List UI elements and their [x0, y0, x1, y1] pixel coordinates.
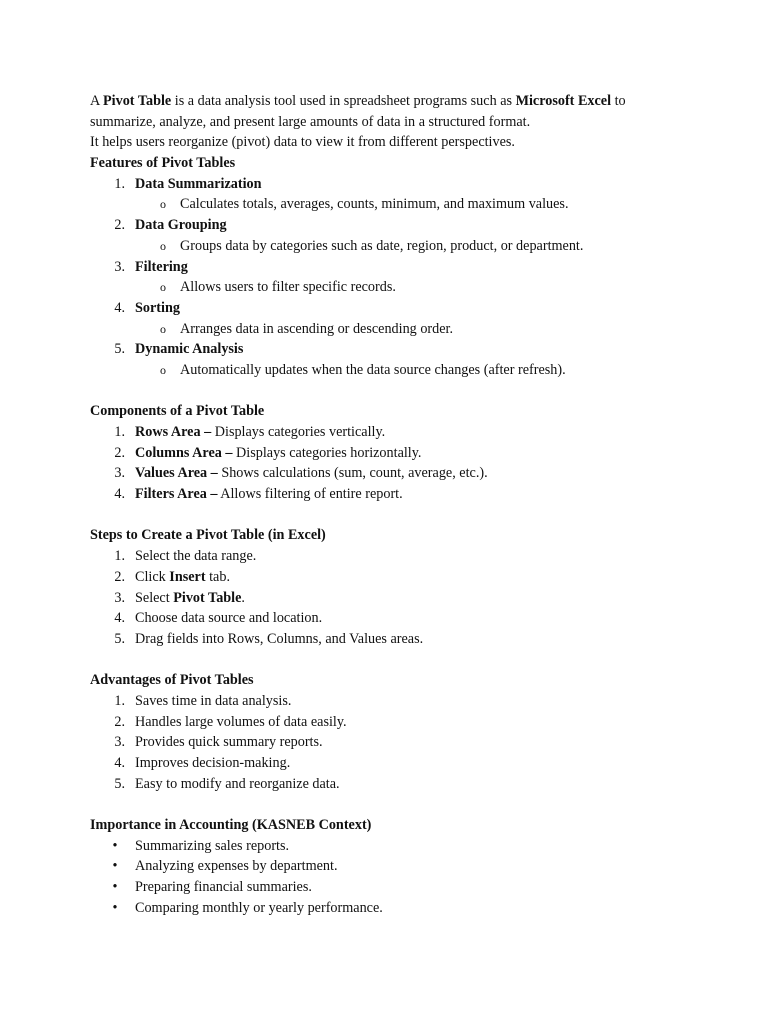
feature-description: Allows users to filter specific records.	[180, 279, 396, 296]
step-text: .	[241, 589, 245, 606]
spacer	[90, 794, 690, 815]
intro-text: to	[611, 93, 626, 109]
importance-heading: Importance in Accounting (KASNEB Context)	[90, 817, 372, 834]
intro-line-3: It helps users reorganize (pivot) data to view it from different perspectives.	[90, 134, 515, 151]
step-text: tab.	[205, 568, 230, 585]
feature-description: Groups data by categories such as date, region, product, or department.	[180, 237, 584, 254]
intro-text: A	[90, 93, 104, 109]
advantage-text: Easy to modify and reorganize data.	[135, 775, 340, 792]
list-number: 1.	[114, 692, 125, 709]
list-item	[90, 546, 690, 567]
advantage-text: Handles large volumes of data easily.	[135, 713, 347, 730]
bullet-icon: •	[112, 879, 118, 896]
feature-title: Filtering	[135, 258, 188, 275]
list-number: 4.	[114, 299, 125, 316]
list-item	[90, 422, 690, 443]
circle-bullet-icon: o	[160, 321, 166, 336]
circle-bullet-icon: o	[160, 280, 166, 295]
component-description: Shows calculations (sum, count, average, etc.).	[217, 465, 488, 482]
component-term: Columns Area –	[135, 444, 233, 461]
list-number: 1.	[114, 424, 125, 440]
list-item	[90, 629, 690, 650]
spacer	[90, 505, 690, 526]
intro-bold-term: Microsoft Excel	[515, 93, 612, 109]
list-item	[90, 339, 690, 360]
spacer	[90, 650, 690, 671]
list-item	[90, 298, 690, 319]
bullet-icon: •	[112, 858, 118, 875]
list-item	[90, 753, 690, 774]
component-term: Filters Area –	[135, 486, 218, 503]
list-number: 3.	[114, 589, 125, 606]
list-item	[90, 898, 690, 919]
feature-description: Arranges data in ascending or descending order.	[180, 320, 454, 337]
list-number: 2.	[114, 444, 125, 461]
list-number: 4.	[114, 755, 125, 771]
feature-title: Dynamic Analysis	[135, 341, 244, 358]
sub-list-item	[90, 236, 690, 257]
intro-line-2: summarize, analyze, and present large amounts of data in a structured format.	[90, 113, 531, 130]
list-item	[90, 567, 690, 588]
step-text: Choose data source and location.	[135, 610, 323, 627]
list-number: 5.	[114, 630, 125, 647]
intro-bold-term: Pivot Table	[103, 93, 172, 109]
list-number: 2.	[114, 217, 125, 234]
list-item	[90, 463, 690, 484]
step-text: Drag fields into Rows, Columns, and Values areas.	[135, 630, 424, 647]
steps-heading: Steps to Create a Pivot Table (in Excel)	[90, 527, 326, 544]
importance-text: Comparing monthly or yearly performance.	[135, 899, 383, 916]
component-description: Displays categories horizontally.	[232, 444, 422, 461]
sub-list-item	[90, 277, 690, 298]
list-number: 5.	[114, 341, 125, 358]
list-item	[90, 732, 690, 753]
list-item	[90, 443, 690, 464]
advantage-text: Provides quick summary reports.	[135, 734, 323, 751]
feature-title: Sorting	[135, 299, 180, 316]
list-number: 2.	[114, 713, 125, 730]
intro-text: is a data analysis tool used in spreadsheet programs such as	[171, 93, 516, 109]
step-text: Click	[135, 568, 170, 585]
feature-description: Calculates totals, averages, counts, minimum, and maximum values.	[180, 196, 569, 213]
spacer	[90, 381, 690, 402]
step-bold-term: Pivot Table	[173, 589, 242, 606]
step-text: Select the data range.	[135, 548, 257, 565]
list-number: 5.	[114, 775, 125, 792]
circle-bullet-icon: o	[160, 362, 166, 377]
importance-text: Summarizing sales reports.	[135, 837, 290, 854]
circle-bullet-icon: o	[160, 197, 166, 212]
list-item	[90, 484, 690, 505]
list-item	[90, 856, 690, 877]
importance-text: Analyzing expenses by department.	[135, 858, 338, 875]
advantages-heading: Advantages of Pivot Tables	[90, 672, 254, 689]
list-item	[90, 712, 690, 733]
sub-list-item	[90, 360, 690, 381]
list-item	[90, 877, 690, 898]
list-item	[90, 691, 690, 712]
list-number: 2.	[114, 568, 125, 585]
list-item	[90, 174, 690, 195]
bullet-icon: •	[112, 899, 118, 916]
list-item	[90, 257, 690, 278]
feature-title: Data Summarization	[135, 175, 262, 192]
features-heading: Features of Pivot Tables	[90, 155, 236, 172]
sub-list-item	[90, 194, 690, 215]
circle-bullet-icon: o	[160, 238, 166, 253]
components-heading: Components of a Pivot Table	[90, 403, 265, 420]
step-text: Select	[135, 589, 174, 606]
importance-text: Preparing financial summaries.	[135, 879, 312, 896]
document-page	[90, 91, 690, 919]
bullet-icon: •	[112, 837, 118, 854]
sub-list-item	[90, 319, 690, 340]
intro-line-1	[90, 91, 690, 112]
list-item	[90, 836, 690, 857]
list-item	[90, 588, 690, 609]
list-number: 3.	[114, 465, 125, 482]
list-item	[90, 608, 690, 629]
component-term: Values Area –	[135, 465, 218, 482]
list-item	[90, 215, 690, 236]
list-number: 4.	[114, 486, 125, 503]
list-number: 4.	[114, 610, 125, 627]
feature-title: Data Grouping	[135, 217, 227, 234]
list-number: 3.	[114, 258, 125, 275]
component-description: Allows filtering of entire report.	[217, 486, 403, 503]
step-bold-term: Insert	[169, 568, 206, 585]
list-number: 1.	[114, 175, 125, 192]
advantage-text: Improves decision-making.	[135, 755, 291, 771]
list-number: 1.	[114, 548, 125, 565]
feature-description: Automatically updates when the data source changes (after refresh).	[180, 361, 566, 378]
component-description: Displays categories vertically.	[211, 424, 386, 440]
component-term: Rows Area –	[135, 424, 212, 440]
list-item	[90, 774, 690, 795]
advantage-text: Saves time in data analysis.	[135, 692, 292, 709]
list-number: 3.	[114, 734, 125, 751]
